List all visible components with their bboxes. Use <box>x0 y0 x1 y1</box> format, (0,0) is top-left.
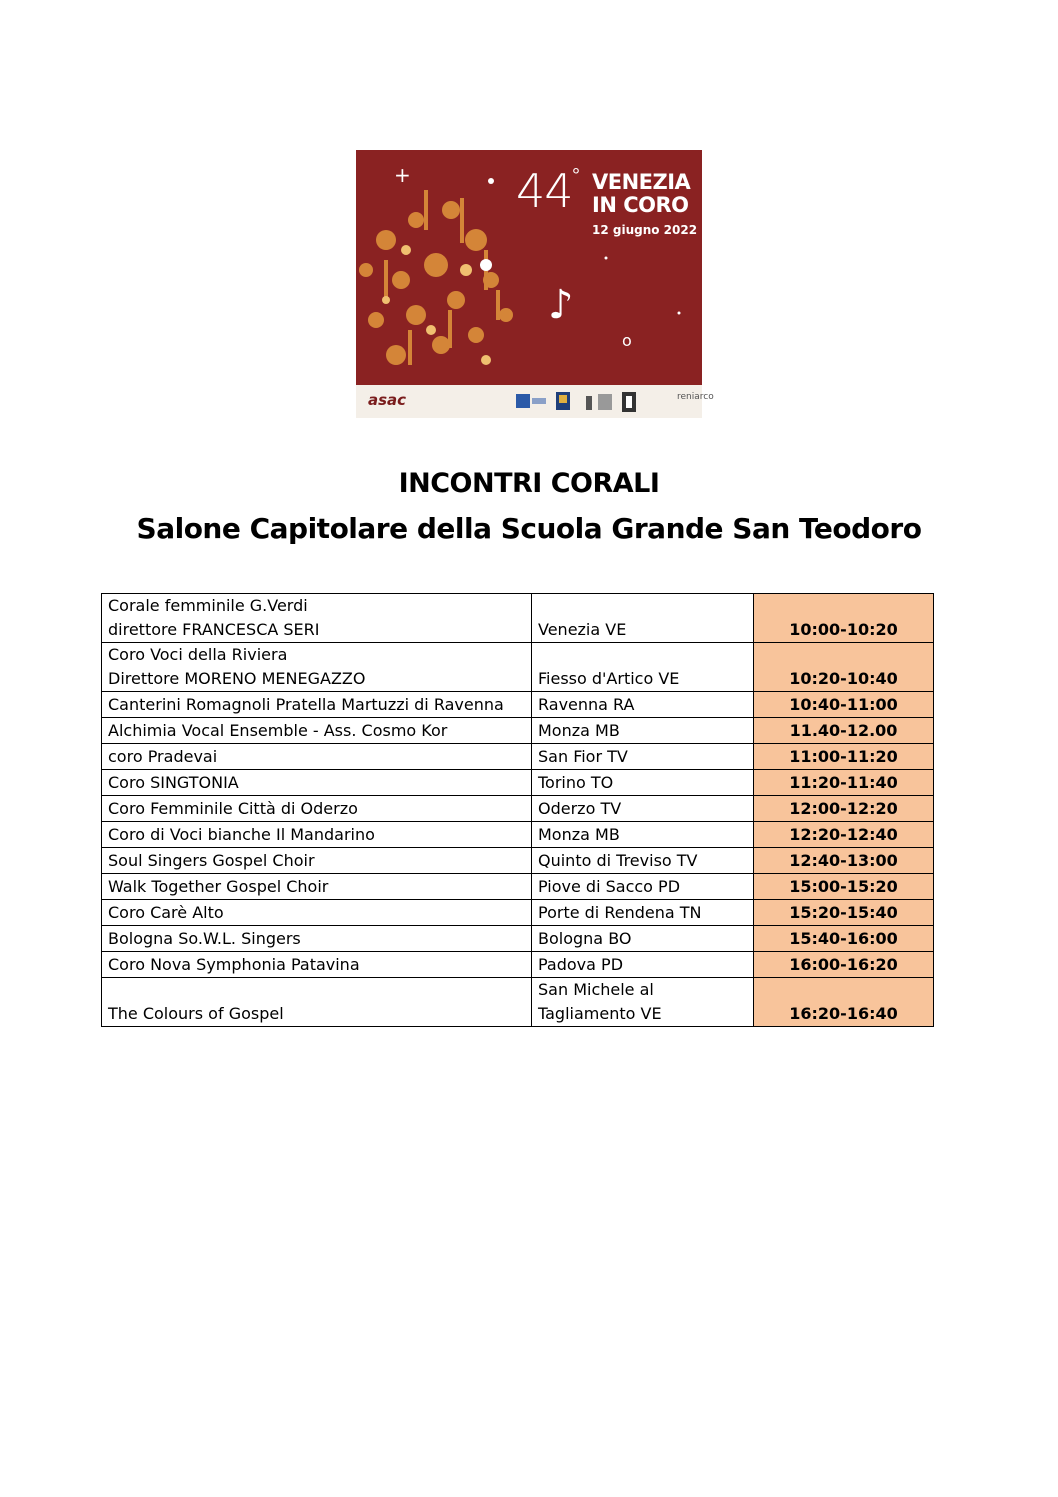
choir-cell <box>102 926 532 952</box>
choir-cell <box>102 848 532 874</box>
poster-title-line1: VENEZIA <box>592 170 691 194</box>
city-cell-line: Monza MB <box>538 721 620 740</box>
choir-cell <box>102 952 532 978</box>
table-row <box>102 822 934 848</box>
table-row <box>102 770 934 796</box>
city-cell-line: Venezia VE <box>538 620 627 639</box>
choir-cell-line: Coro di Voci bianche Il Mandarino <box>108 825 375 844</box>
choir-cell <box>102 978 532 1027</box>
time-cell: 12:00-12:20 <box>754 796 934 822</box>
degree-sign: ° <box>572 165 580 187</box>
choir-cell-line: Bologna So.W.L. Singers <box>108 929 301 948</box>
city-cell-line: San Fior TV <box>538 747 628 766</box>
choir-cell <box>102 822 532 848</box>
table-row <box>102 594 934 643</box>
table-row <box>102 643 934 692</box>
city-cell <box>532 796 754 822</box>
choir-cell-line: Coro SINGTONIA <box>108 773 239 792</box>
time-cell: 11:20-11:40 <box>754 770 934 796</box>
choir-cell-line: Coro Femminile Città di Oderzo <box>108 799 358 818</box>
choir-cell-line: The Colours of Gospel <box>108 1004 284 1023</box>
table-row <box>102 718 934 744</box>
table-row <box>102 874 934 900</box>
table-row <box>102 848 934 874</box>
city-cell-line: Torino TO <box>538 773 614 792</box>
sponsor-strip <box>356 385 714 418</box>
time-cell: 16:00-16:20 <box>754 952 934 978</box>
city-cell-line: Piove di Sacco PD <box>538 877 681 896</box>
table-row <box>102 926 934 952</box>
city-cell-line: Bologna BO <box>538 929 632 948</box>
choir-cell-line: Coro Nova Symphonia Patavina <box>108 955 360 974</box>
city-cell-line: Quinto di Treviso TV <box>538 851 698 870</box>
choir-cell-line: Coro Carè Alto <box>108 903 224 922</box>
choir-cell-line: Soul Singers Gospel Choir <box>108 851 315 870</box>
time-cell: 11.40-12.00 <box>754 718 934 744</box>
choir-cell <box>102 643 532 692</box>
city-cell <box>532 692 754 718</box>
choir-cell <box>102 744 532 770</box>
choir-cell <box>102 718 532 744</box>
city-cell <box>532 926 754 952</box>
choir-cell-line: Coro Voci della Riviera <box>108 645 288 664</box>
time-cell: 12:40-13:00 <box>754 848 934 874</box>
choir-cell-line: coro Pradevai <box>108 747 218 766</box>
edition-number: 44 <box>516 164 573 218</box>
city-cell-line: Ravenna RA <box>538 695 635 714</box>
reniarco-logo: reniarco <box>677 392 714 402</box>
table-row <box>102 978 934 1027</box>
asac-logo: asac <box>368 391 407 409</box>
table-row <box>102 796 934 822</box>
svg-text:o: o <box>622 331 632 350</box>
city-cell <box>532 643 754 692</box>
choir-cell-line: Corale femminile G.Verdi <box>108 596 308 615</box>
page-title: INCONTRI CORALI <box>398 468 660 499</box>
time-cell: 12:20-12:40 <box>754 822 934 848</box>
time-cell: 15:00-15:20 <box>754 874 934 900</box>
time-cell: 10:40-11:00 <box>754 692 934 718</box>
city-cell <box>532 874 754 900</box>
city-cell-line: Tagliamento VE <box>538 1004 662 1023</box>
event-poster <box>356 150 714 418</box>
choir-cell-line: Canterini Romagnoli Pratella Martuzzi di Ravenna <box>108 695 504 714</box>
choir-cell <box>102 770 532 796</box>
time-cell: 16:20-16:40 <box>754 978 934 1027</box>
time-cell: 10:20-10:40 <box>754 643 934 692</box>
choir-cell-line: direttore FRANCESCA SERI <box>108 620 320 639</box>
city-cell <box>532 978 754 1027</box>
choir-cell <box>102 594 532 643</box>
table-row <box>102 900 934 926</box>
table-row <box>102 744 934 770</box>
city-cell-line: Fiesso d'Artico VE <box>538 669 680 688</box>
choir-cell <box>102 900 532 926</box>
time-cell: 10:00-10:20 <box>754 594 934 643</box>
choir-cell <box>102 796 532 822</box>
poster-date: 12 giugno 2022 <box>592 223 698 237</box>
city-cell-line: Porte di Rendena TN <box>538 903 702 922</box>
city-cell <box>532 770 754 796</box>
choir-cell-line: Alchimia Vocal Ensemble - Ass. Cosmo Kor <box>108 721 448 740</box>
city-cell <box>532 822 754 848</box>
time-cell: 15:20-15:40 <box>754 900 934 926</box>
city-cell-line: Padova PD <box>538 955 624 974</box>
choir-cell <box>102 692 532 718</box>
svg-text:♪: ♪ <box>548 282 574 328</box>
city-cell <box>532 952 754 978</box>
city-cell <box>532 848 754 874</box>
city-cell <box>532 744 754 770</box>
city-cell <box>532 594 754 643</box>
table-row <box>102 952 934 978</box>
schedule-table <box>101 593 934 1027</box>
choir-cell <box>102 874 532 900</box>
time-cell: 11:00-11:20 <box>754 744 934 770</box>
choir-cell-line: Direttore MORENO MENEGAZZO <box>108 669 366 688</box>
sponsor-logos <box>514 390 699 414</box>
city-cell-line: Monza MB <box>538 825 620 844</box>
table-row <box>102 692 934 718</box>
city-cell-line: Oderzo TV <box>538 799 622 818</box>
city-cell <box>532 718 754 744</box>
time-cell: 15:40-16:00 <box>754 926 934 952</box>
page-subtitle: Salone Capitolare della Scuola Grande San Teodoro <box>136 512 922 545</box>
svg-text:+: + <box>394 163 411 187</box>
city-cell <box>532 900 754 926</box>
poster-title-line2: IN CORO <box>592 193 689 217</box>
city-cell-line: San Michele al <box>538 980 654 999</box>
choir-cell-line: Walk Together Gospel Choir <box>108 877 329 896</box>
